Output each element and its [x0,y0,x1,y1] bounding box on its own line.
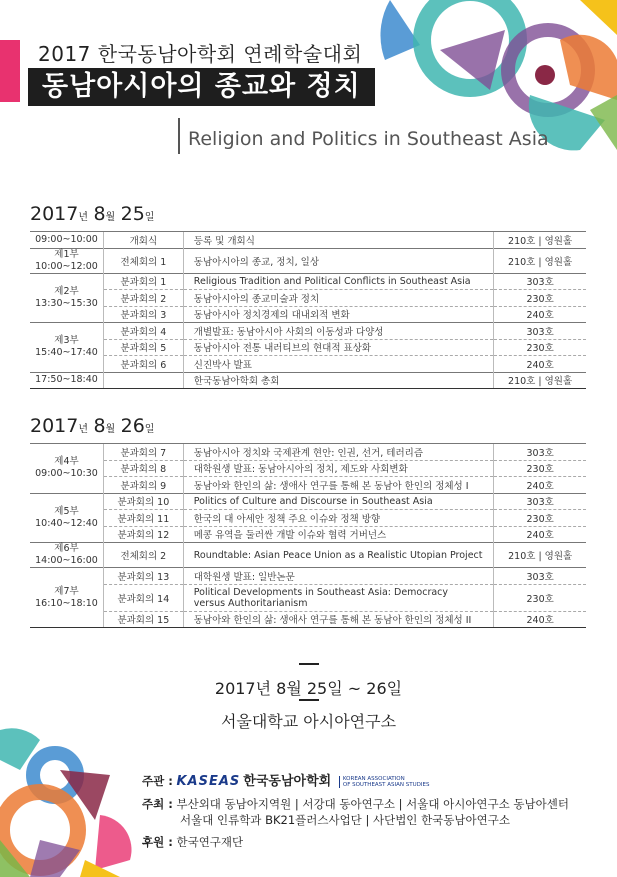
room-cell: 240호 [494,306,586,323]
room-cell: 210호 | 영원홀 [494,232,586,249]
topic-cell: 동남아와 한인의 삶: 생애사 연구를 통해 본 동남아 한인의 정체성 II [183,611,494,628]
table-row [30,306,586,323]
topic-cell: 대학원생 발표: 일반논문 [183,568,494,585]
room-cell: 230호 [494,584,586,611]
topic-cell: 메콩 유역을 둘러싼 개발 이슈와 협력 거버넌스 [183,526,494,543]
room-cell: 230호 [494,339,586,356]
topic-cell: Roundtable: Asian Peace Union as a Realistic Utopian Project [183,543,494,568]
topic-cell: 등록 및 개회식 [183,232,493,249]
session-cell: 분과회의 6 [103,356,183,373]
table-row [30,232,586,249]
time-cell: 제5부 10:40~12:40 [30,493,103,543]
day1-year: 2017 [30,203,79,225]
table-row [30,356,586,373]
room-cell: 230호 [494,510,586,527]
day1-schedule-table [30,231,586,389]
session-cell: 분과회의 15 [103,611,183,628]
table-row [30,248,586,273]
session-cell: 분과회의 12 [103,526,183,543]
session-cell: 개회식 [103,232,183,249]
table-row [30,477,586,494]
session-cell: 분과회의 3 [103,306,183,323]
host-label: 주관 : [142,774,173,788]
session-cell: 분과회의 7 [103,444,183,461]
session-cell: 분과회의 1 [103,273,183,290]
main-title: 동남아시아의 종교와 정치 [28,68,375,106]
topic-cell: Religious Tradition and Political Conflicts in Southeast Asia [183,273,493,290]
decorative-circles-bottom [0,720,150,877]
room-cell: 210호 | 영원홀 [494,543,586,568]
conference-subtitle: 2017 한국동남아학회 연례학술대회 [38,42,363,66]
time-cell: 제1부 10:00~12:00 [30,248,103,273]
session-cell: 분과회의 14 [103,584,183,611]
topic-cell: 한국동남아학회 총회 [183,372,493,389]
dash-bottom [299,699,319,701]
sponsor-label: 후원 : [142,835,173,849]
table-row [30,460,586,477]
day2-year: 2017 [30,415,79,437]
topic-cell: Politics of Culture and Discourse in Southeast Asia [183,493,494,510]
room-cell: 303호 [494,493,586,510]
room-cell: 303호 [494,444,586,461]
room-cell: 230호 [494,460,586,477]
day2-il: 일 [144,424,155,435]
table-row [30,372,586,389]
host-line [142,770,429,789]
time-cell: 제7부 16:10~18:10 [30,568,103,628]
room-cell: 230호 [494,290,586,307]
day2-nyeon: 년 [78,424,89,435]
time-cell: 09:00~10:00 [30,232,103,249]
day1-month: 8 [93,203,106,225]
table-row [30,273,586,290]
topic-cell: 동남아와 한인의 삶: 생애사 연구를 통해 본 동남아 한인의 정체성 I [183,477,494,494]
time-cell: 제4부 09:00~10:30 [30,444,103,494]
table-row [30,323,586,340]
organizer-line-2: 서울대 인류학과 BK21플러스사업단 | 사단법인 한국동남아연구소 [180,813,510,827]
session-cell: 전체회의 2 [103,543,183,568]
room-cell: 240호 [494,526,586,543]
session-cell: 분과회의 8 [103,460,183,477]
organizer-text-1: 부산외대 동남아지역원 | 서강대 동아연구소 | 서울대 아시아연구소 동남아센터 [176,797,569,811]
day2-month: 8 [93,415,106,437]
host-english-name [339,776,430,788]
time-cell: 제6부 14:00~16:00 [30,543,103,568]
table-row [30,584,586,611]
topic-cell: 동남아시아의 종교, 정치, 일상 [183,248,493,273]
day2-heading [30,415,154,437]
organizer-line [142,796,569,812]
topic-cell: 동남아시아 정치와 국제관계 현안: 인권, 선거, 테러리즘 [183,444,494,461]
room-cell: 210호 | 영원홀 [494,248,586,273]
topic-cell: 신진박사 발표 [183,356,493,373]
session-cell: 분과회의 11 [103,510,183,527]
day1-il: 일 [144,212,155,223]
date-range: 2017년 8월 25일 ~ 26일 [214,679,403,698]
session-cell: 분과회의 5 [103,339,183,356]
day1-heading [30,203,154,225]
sponsor: 한국연구재단 [176,835,244,849]
dash-top [299,663,319,665]
kaseas-logo: KASEAS [176,774,241,789]
title-divider [178,118,180,154]
topic-cell: Political Developments in Southeast Asia: Democracy versus Authoritarianism [183,584,494,611]
topic-cell: 동남아시아 전통 내러티브의 현대적 표상화 [183,339,493,356]
day1-day: 25 [120,203,145,225]
room-cell: 210호 | 영원홀 [494,372,586,389]
topic-cell: 한국의 대 아세안 정책 주요 이슈와 정책 방향 [183,510,494,527]
topic-cell: 동남아시아의 종교미술과 정치 [183,290,493,307]
day1-nyeon: 년 [78,212,89,223]
host-en-line2: OF SOUTHEAST ASIAN STUDIES [342,781,430,788]
table-row [30,526,586,543]
session-cell: 분과회의 2 [103,290,183,307]
session-cell: 전체회의 1 [103,248,183,273]
room-cell: 303호 [494,323,586,340]
table-row [30,290,586,307]
accent-bar [0,40,20,102]
table-row [30,611,586,628]
sponsor-line [142,834,243,850]
table-row [30,493,586,510]
english-title: Religion and Politics in Southeast Asia [188,128,549,150]
session-cell [103,372,183,389]
time-cell: 17:50~18:40 [30,372,103,389]
table-row [30,543,586,568]
table-row [30,568,586,585]
host-name: 한국동남아학회 [243,774,332,789]
venue: 서울대학교 아시아연구소 [220,712,397,731]
organizer-label: 주최 : [142,797,173,811]
room-cell: 240호 [494,477,586,494]
time-cell: 제2부 13:30~15:30 [30,273,103,323]
session-cell: 분과회의 10 [103,493,183,510]
day2-schedule-table [30,443,586,628]
table-row [30,510,586,527]
topic-cell: 동남아시아 정치경제의 대내외적 변화 [183,306,493,323]
room-cell: 303호 [494,273,586,290]
topic-cell: 대학원생 발표: 동남아시아의 정치, 제도와 사회변화 [183,460,494,477]
session-cell: 분과회의 4 [103,323,183,340]
room-cell: 303호 [494,568,586,585]
session-cell: 분과회의 9 [103,477,183,494]
table-row [30,444,586,461]
day2-wol: 월 [105,424,116,435]
host-en-line1: KOREAN ASSOCIATION [342,775,405,782]
room-cell: 240호 [494,611,586,628]
table-row [30,339,586,356]
session-cell: 분과회의 13 [103,568,183,585]
day1-wol: 월 [105,212,116,223]
time-cell: 제3부 15:40~17:40 [30,323,103,373]
topic-cell: 개별발표: 동남아시아 사회의 이동성과 다양성 [183,323,493,340]
day2-day: 26 [120,415,145,437]
room-cell: 240호 [494,356,586,373]
